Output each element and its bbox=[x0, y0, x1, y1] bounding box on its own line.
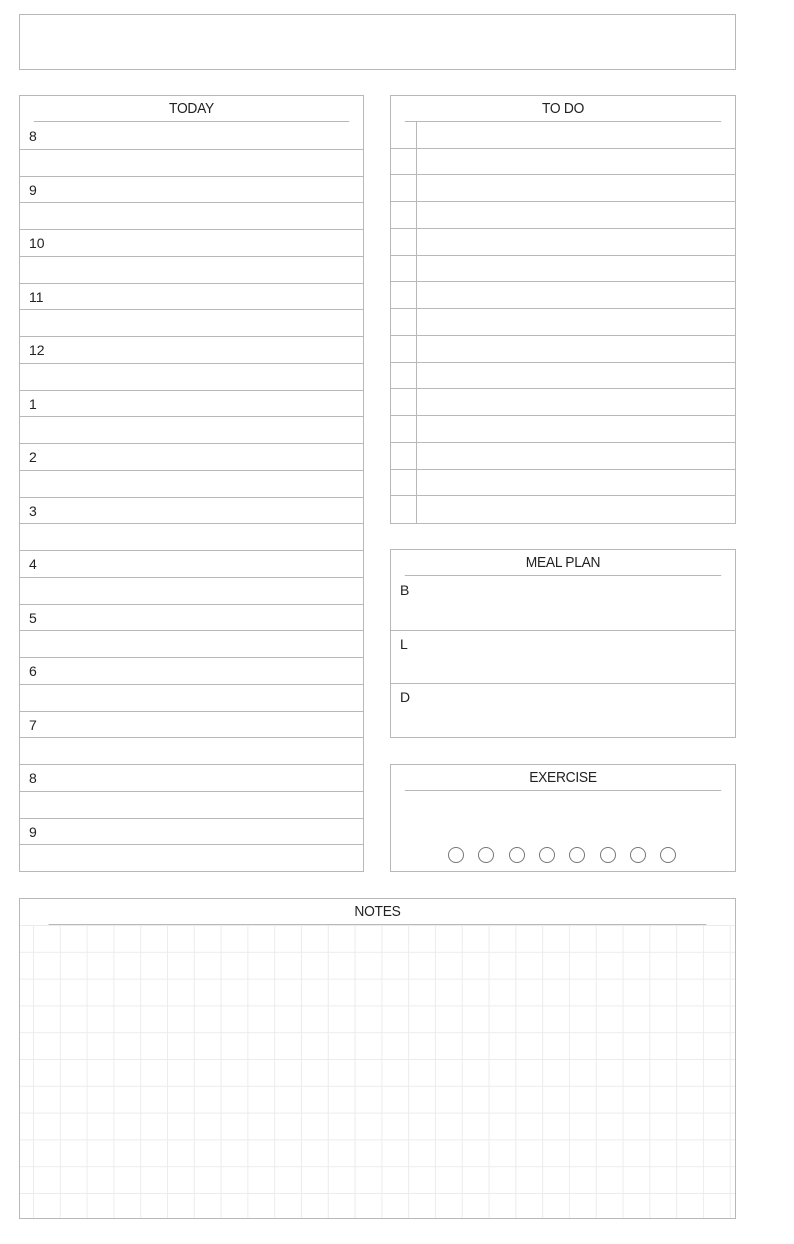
meal-divider bbox=[391, 630, 735, 631]
todo-item[interactable] bbox=[391, 389, 735, 416]
todo-item[interactable] bbox=[391, 122, 735, 149]
hour-label: 10 bbox=[29, 235, 45, 251]
meal-label: B bbox=[400, 582, 410, 598]
hour-label: 6 bbox=[29, 663, 37, 679]
exercise-tracker-circle[interactable] bbox=[448, 847, 464, 863]
hour-divider bbox=[20, 818, 363, 819]
half-hour-line bbox=[20, 149, 363, 150]
half-hour-line bbox=[20, 630, 363, 631]
hour-label: 9 bbox=[29, 823, 37, 840]
half-hour-line bbox=[20, 202, 363, 203]
todo-item[interactable] bbox=[391, 282, 735, 309]
hour-label: 7 bbox=[29, 716, 37, 733]
todo-checkbox[interactable] bbox=[391, 496, 417, 523]
half-hour-line bbox=[20, 256, 363, 257]
exercise-tracker-circle[interactable] bbox=[660, 847, 676, 863]
hour-divider bbox=[20, 283, 363, 284]
hour-divider bbox=[20, 550, 363, 551]
todo-item[interactable] bbox=[391, 229, 735, 256]
todo-item[interactable] bbox=[391, 149, 735, 176]
hour-label: 4 bbox=[29, 556, 37, 572]
notes-area[interactable] bbox=[19, 898, 736, 1219]
todo-item[interactable] bbox=[391, 470, 735, 497]
hour-label: 12 bbox=[29, 342, 45, 358]
hour-label: 8 bbox=[29, 128, 37, 144]
hour-divider bbox=[20, 390, 363, 391]
todo-checkbox[interactable] bbox=[391, 309, 417, 335]
half-hour-line bbox=[20, 791, 363, 792]
half-hour-line bbox=[20, 363, 363, 364]
hour-label: 8 bbox=[29, 770, 37, 786]
today-title: TODAY bbox=[34, 96, 350, 122]
exercise-tracker-circle[interactable] bbox=[600, 847, 616, 863]
todo-checkbox[interactable] bbox=[391, 122, 417, 148]
todo-item[interactable] bbox=[391, 336, 735, 363]
todo-item[interactable] bbox=[391, 363, 735, 390]
half-hour-line bbox=[20, 844, 363, 845]
half-hour-line bbox=[20, 523, 363, 524]
hour-divider bbox=[20, 604, 363, 605]
todo-checkbox[interactable] bbox=[391, 175, 417, 201]
todo-checkbox[interactable] bbox=[391, 389, 417, 415]
half-hour-line bbox=[20, 309, 363, 310]
todo-checkbox[interactable] bbox=[391, 336, 417, 362]
todo-item[interactable] bbox=[391, 256, 735, 283]
half-hour-line bbox=[20, 737, 363, 738]
hour-divider bbox=[20, 657, 363, 658]
meal-divider bbox=[391, 683, 735, 684]
exercise-title: EXERCISE bbox=[405, 765, 721, 791]
hour-label: 2 bbox=[29, 449, 37, 465]
half-hour-line bbox=[20, 470, 363, 471]
exercise-tracker-circle[interactable] bbox=[630, 847, 646, 863]
hour-divider bbox=[20, 711, 363, 712]
todo-checkbox[interactable] bbox=[391, 202, 417, 228]
half-hour-line bbox=[20, 416, 363, 417]
todo-list bbox=[390, 95, 736, 524]
todo-checkbox[interactable] bbox=[391, 416, 417, 442]
half-hour-line bbox=[20, 684, 363, 685]
todo-item[interactable] bbox=[391, 202, 735, 229]
today-schedule bbox=[19, 95, 364, 872]
hour-label: 3 bbox=[29, 502, 37, 519]
todo-checkbox[interactable] bbox=[391, 149, 417, 175]
half-hour-line bbox=[20, 577, 363, 578]
hour-divider bbox=[20, 229, 363, 230]
todo-checkbox[interactable] bbox=[391, 443, 417, 469]
hour-label: 1 bbox=[29, 395, 37, 412]
todo-checkbox[interactable] bbox=[391, 363, 417, 389]
hour-divider bbox=[20, 497, 363, 498]
exercise-tracker-circle[interactable] bbox=[509, 847, 525, 863]
meal-plan-title: MEAL PLAN bbox=[405, 550, 721, 576]
date-header-box[interactable] bbox=[19, 14, 736, 70]
exercise-tracker-circle[interactable] bbox=[539, 847, 555, 863]
todo-checkbox[interactable] bbox=[391, 282, 417, 308]
hour-divider bbox=[20, 336, 363, 337]
todo-title: TO DO bbox=[405, 96, 721, 122]
hour-label: 5 bbox=[29, 609, 37, 626]
meal-label: L bbox=[400, 635, 408, 652]
meal-label: D bbox=[400, 689, 411, 706]
exercise-tracker bbox=[390, 764, 736, 872]
notes-title: NOTES bbox=[49, 899, 707, 925]
hour-divider bbox=[20, 764, 363, 765]
exercise-tracker-circle[interactable] bbox=[478, 847, 494, 863]
meal-plan bbox=[390, 549, 736, 738]
todo-item[interactable] bbox=[391, 309, 735, 336]
todo-checkbox[interactable] bbox=[391, 229, 417, 255]
todo-item[interactable] bbox=[391, 443, 735, 470]
hour-divider bbox=[20, 176, 363, 177]
notes-grid[interactable] bbox=[20, 925, 735, 1218]
todo-item[interactable] bbox=[391, 175, 735, 202]
hour-label: 9 bbox=[29, 181, 37, 198]
todo-item[interactable] bbox=[391, 496, 735, 523]
hour-divider bbox=[20, 443, 363, 444]
todo-checkbox[interactable] bbox=[391, 470, 417, 496]
todo-checkbox[interactable] bbox=[391, 256, 417, 282]
todo-item[interactable] bbox=[391, 416, 735, 443]
exercise-tracker-circle[interactable] bbox=[569, 847, 585, 863]
hour-label: 11 bbox=[29, 288, 44, 305]
